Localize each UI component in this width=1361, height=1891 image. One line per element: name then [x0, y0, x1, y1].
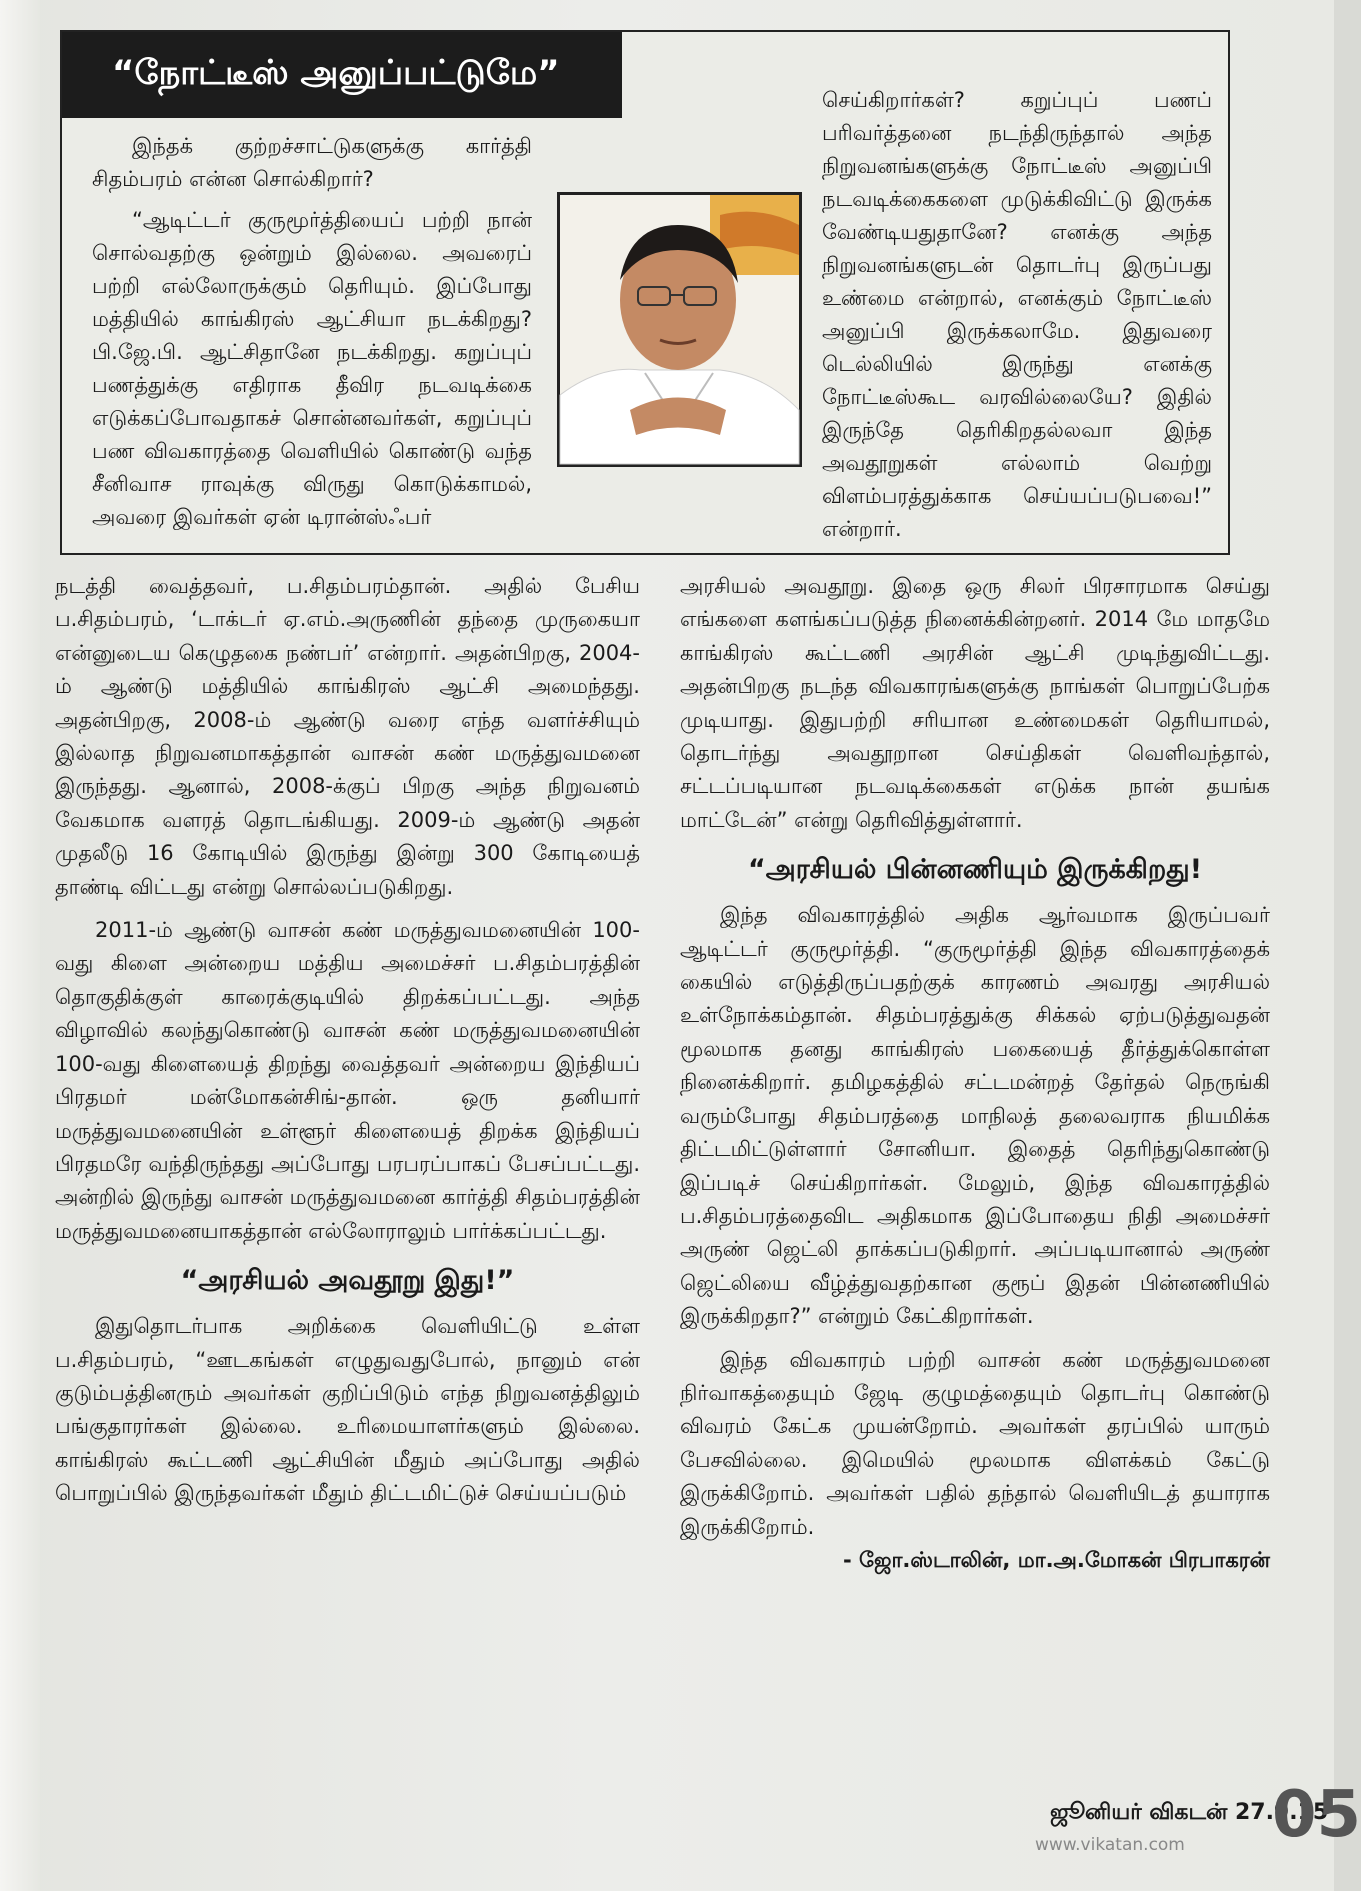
left-paragraph-2: 2011-ம் ஆண்டு வாசன் கண் மருத்துவமனையின் 100-வது கிளை அன்றைய மத்திய அமைச்சர் ப.சிதம்பரத்தின் தொகுதிக்குள் காரைக்குடியில் திறக்கப்பட்டது. அந்த விழாவில் கலந்துகொண்டு வாசன் கண் மருத்துவமனையின் 100-வது கிளையைத் திறந்து வைத்தவர் அன்றைய இந்தியப் பிரதமர் மன்மோகன்சிங்-தான். ஒரு தனியார் மருத்துவமனையின் உள்ளூர் கிளையைத் திறக்க இந்தியப் பிரதமரே வந்திருந்தது அப்போது பரபரப்பாகப் பேசப்பட்டது. அன்றில் இருந்து வாசன் மருத்துவமனை கார்த்தி சிதம்பரத்தின் மருத்துவமனையாகத்தான் எல்லோராலும் பார்க்கப்பட்டது.	[55, 918, 640, 1243]
website-footer: www.vikatan.com	[1035, 1835, 1185, 1855]
right-paragraph-2: இந்த விவகாரத்தில் அதிக ஆர்வமாக இருப்பவர் ஆடிட்டர் குருமூர்த்தி. “குருமூர்த்தி இந்த விவகாரத்தைக் கையில் எடுத்திருப்பதற்குக் காரணம் அவரது அரசியல் உள்நோக்கம்தான். சிதம்பரத்துக்கு சிக்கல் ஏற்படுத்துவதன் மூலமாக தனது காங்கிரஸ் பகையைத் தீர்த்துக்கொள்ள நினைக்கிறார். தமிழகத்தில் சட்டமன்றத் தேர்தல் நெருங்கி வரும்போது சிதம்பரத்தை மாநிலத் தலைவராக நியமிக்க திட்டமிட்டுள்ளார் சோனியா. இதைத் தெரிந்துகொண்டு இப்படிச் செய்கிறார்கள். மேலும், இந்த விவகாரத்தில் ப.சிதம்பரத்தைவிட அதிகமாக இப்போதைய நிதி அமைச்சர் அருண் ஜெட்லி தாக்கப்படுகிறார். அப்படியானால் அருண் ஜெட்லியை வீழ்த்துவதற்கான குரூப் இதன் பின்னணியில் இருக்கிறதா?” என்றும் கேட்கிறார்கள்.	[680, 903, 1270, 1329]
left-paragraph-1: நடத்தி வைத்தவர், ப.சிதம்பரம்தான். அதில் பேசிய ப.சிதம்பரம், ‘டாக்டர் ஏ.எம்.அருணின் தந்தை முருகையா என்னுடைய கெழுதகை நண்பர்’ என்றார். அதன்பிறகு, 2004-ம் ஆண்டு மத்தியில் காங்கிரஸ் ஆட்சி அமைந்தது. அதன்பிறகு, 2008-ம் ஆண்டு வரை எந்த வளர்ச்சியும் இல்லாத நிறுவனமாகத்தான் வாசன் கண் மருத்துவமனை இருந்தது. ஆனால், 2008-க்குப் பிறகு அந்த நிறுவனம் வேகமாக வளரத் தொடங்கியது. 2009-ம் ஆண்டு அதன் முதலீடு 16 கோடியில் இருந்து இன்று 300 கோடியைத் தாண்டி விட்டது என்று சொல்லப்படுகிறது.	[55, 574, 640, 899]
page-fold-shadow	[0, 0, 40, 1891]
box-right-column	[822, 84, 1212, 546]
box-title: “நோட்டீஸ் அனுப்பட்டுமே”	[62, 32, 622, 118]
issue-footer: ஜூனியர் விகடன் 27.9.15	[1050, 1800, 1329, 1825]
box-quote-start: “ஆடிட்டர் குருமூர்த்தியைப் பற்றி நான் சொல்வதற்கு ஒன்றும் இல்லை. அவரைப் பற்றி எல்லோருக்கும் தெரியும். இப்போது மத்தியில் காங்கிரஸ் ஆட்சியா நடக்கிறது? பி.ஜே.பி. ஆட்சிதானே நடக்கிறது. கறுப்புப் பணத்துக்கு எதிராக தீவிர நடவடிக்கை எடுக்கப்போவதாகச் சொன்னவர்கள், கறுப்புப் பண விவகாரத்தை வெளியில் கொண்டு வந்த சீனிவாச ராவுக்கு விருது கொடுக்காமல், அவரை இவர்கள் ஏன் டிரான்ஸ்ஃபர்	[92, 208, 532, 529]
box-question: இந்தக் குற்றச்சாட்டுகளுக்கு கார்த்தி சிதம்பரம் என்ன சொல்கிறார்?	[92, 134, 532, 191]
sidebar-box	[60, 30, 1230, 555]
right-column	[680, 570, 1270, 1577]
subheading-political-background: “அரசியல் பின்னணியும் இருக்கிறது!	[747, 854, 1203, 886]
box-quote-end: செய்கிறார்கள்? கறுப்புப் பணப் பரிவர்த்தனை நடந்திருந்தால் அந்த நிறுவனங்களுக்கு நோட்டீஸ் அனுப்பி நடவடிக்கைகளை முடுக்கிவிட்டு இருக்க வேண்டியதுதானே? எனக்கு அந்த நிறுவனங்களுடன் தொடர்பு இருப்பது உண்மை என்றால், எனக்கும் நோட்டீஸ் அனுப்பி இருக்கலாமே. இதுவரை டெல்லியில் இருந்து எனக்கு நோட்டீஸ்கூட வரவில்லையே? இதில் இருந்தே தெரிகிறதல்லவா இந்த அவதூறுகள் எல்லாம் வெற்று விளம்பரத்துக்காக செய்யப்படுபவை!” என்றார்.	[822, 88, 1212, 541]
subheading-political-slander: “அரசியல் அவதூறு இது!”	[180, 1265, 515, 1297]
left-column	[55, 570, 640, 1511]
box-left-column	[92, 130, 532, 534]
portrait-illustration	[560, 195, 799, 464]
karthi-chidambaram-photo	[557, 192, 802, 467]
byline: - ஜோ.ஸ்டாலின், மா.அ.மோகன் பிரபாகரன்	[843, 1547, 1270, 1572]
page-number: 05	[1272, 1778, 1361, 1852]
right-paragraph-3: இந்த விவகாரம் பற்றி வாசன் கண் மருத்துவமனை நிர்வாகத்தையும் ஜேடி குழுமத்தையும் தொடர்பு கொண்டு விவரம் கேட்க முயன்றோம். அவர்கள் தரப்பில் யாரும் பேசவில்லை. இமெயில் மூலமாக விளக்கம் கேட்டு இருக்கிறோம். அவர்கள் பதில் தந்தால் வெளியிடத் தயாராக இருக்கிறோம்.	[680, 1347, 1270, 1539]
left-paragraph-3: இதுதொடர்பாக அறிக்கை வெளியிட்டு உள்ள ப.சிதம்பரம், “ஊடகங்கள் எழுதுவதுபோல், நானும் என் குடும்பத்தினரும் அவர்கள் குறிப்பிடும் எந்த நிறுவனத்திலும் பங்குதாரர்கள் இல்லை. உரிமையாளர்களும் இல்லை. காங்கிரஸ் கூட்டணி ஆட்சியின் மீதும் அப்போது அதில் பொறுப்பில் இருந்தவர்கள் மீதும் திட்டமிட்டுச் செய்யப்படும்	[55, 1314, 640, 1506]
right-paragraph-1: அரசியல் அவதூறு. இதை ஒரு சிலர் பிரசாரமாக செய்து எங்களை களங்கப்படுத்த நினைக்கின்றனர். 2014 மே மாதமே காங்கிரஸ் கூட்டணி அரசின் ஆட்சி முடிந்துவிட்டது. அதன்பிறகு நடந்த விவகாரங்களுக்கு நாங்கள் பொறுப்பேற்க முடியாது. இதுபற்றி சரியான உண்மைகள் தெரியாமல், தொடர்ந்து அவதூறான செய்திகள் வெளிவந்தால், சட்டப்படியான நடவடிக்கைகள் எடுக்க நான் தயங்க மாட்டேன்” என்று தெரிவித்துள்ளார்.	[680, 574, 1270, 832]
